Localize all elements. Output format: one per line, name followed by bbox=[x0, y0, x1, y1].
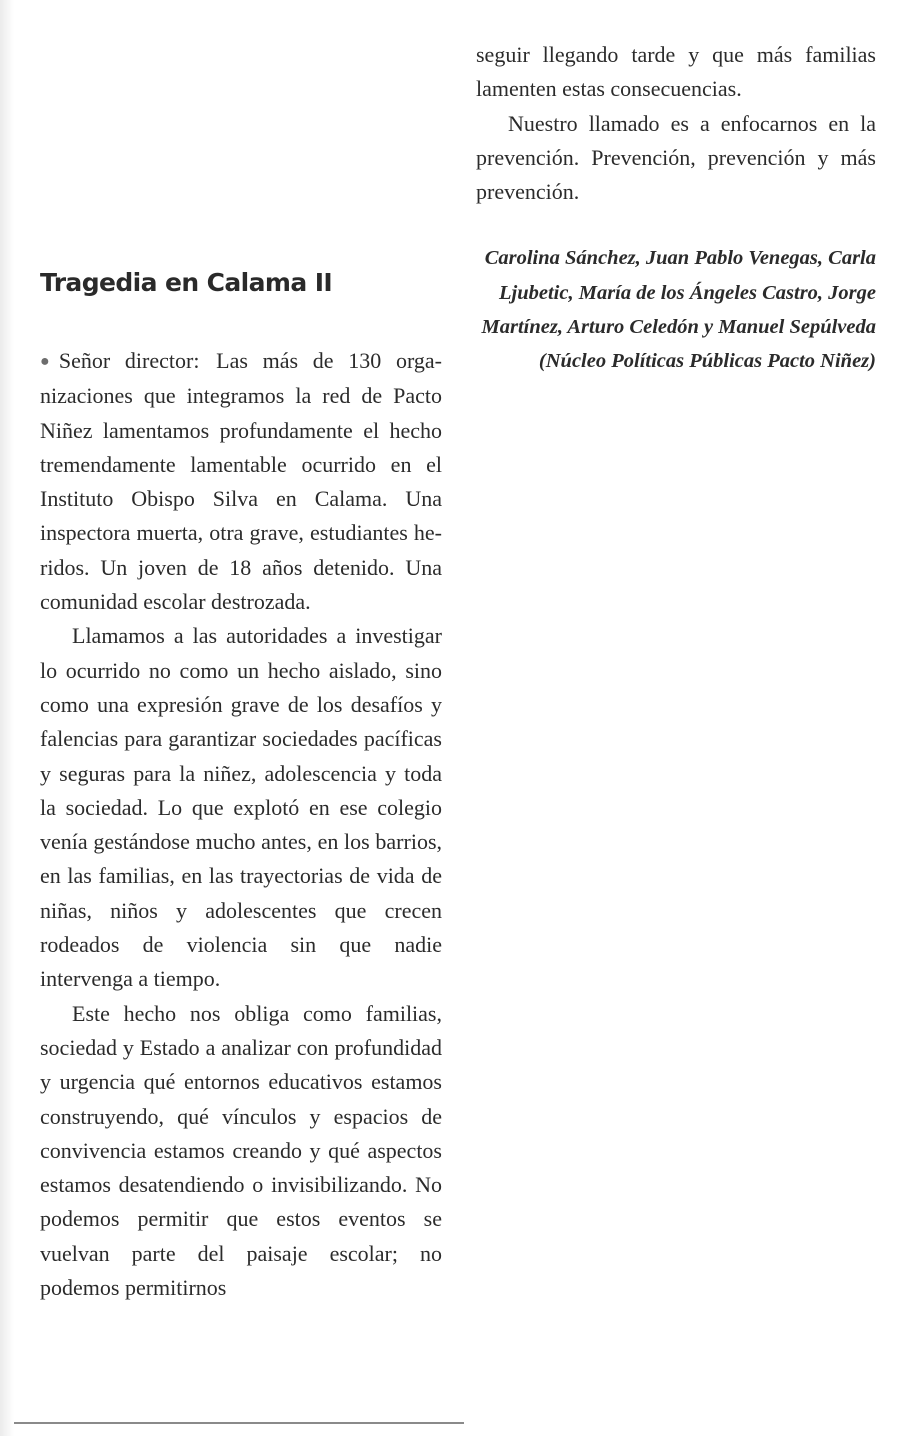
salutation: Señor director: bbox=[58, 348, 200, 373]
paragraph-1-text: Las más de 130 organizaciones que integramos la red de Pacto Niñez lamentamos profundamente el hecho tremendamente lamentable ocurrido en el Instituto Obispo Silva en Calama. Una inspectora muerta, otra grave, estudiantes heridos. Un joven de 18 años detenido. Una comunidad escolar destrozada. bbox=[40, 348, 442, 615]
paragraph-2: Llamamos a las autoridades a investigar lo ocurrido no como un hecho aislado, sino como una expresión grave de los desafíos y falencias para garantizar sociedades pacíficas y seguras para la niñez, adolescencia y toda la sociedad. Lo que explotó en ese colegio venía gestándose mucho antes, en los barrios, en las familias, en las trayectorias de vida de niñas, niños y adolescentes que crecen rodeados de violencia sin que nadie intervenga a tiempo. bbox=[40, 623, 442, 992]
right-column bbox=[476, 38, 876, 379]
paragraph-4: Nuestro llamado es a enfocarnos en la prevención. Prevención, prevención y más prevención. bbox=[476, 110, 876, 205]
paragraph-3-start: Este hecho nos obliga como familias, sociedad y Estado a analizar con profundidad y urgencia qué entornos educativos estamos construyendo, qué vínculos y espacios de convivencia estamos creando y qué aspectos estamos desatendiendo o invisibilizando. No podemos permitir que estos eventos se vuelvan parte del paisaje escolar; no podemos permitirnos bbox=[40, 1000, 442, 1301]
left-column bbox=[40, 264, 442, 1305]
paragraph-1 bbox=[40, 344, 442, 619]
page-edge-shadow bbox=[0, 0, 14, 1436]
bottom-divider bbox=[14, 1422, 464, 1424]
paragraph-3-end: seguir llegando tarde y que más familias lamenten estas consecuencias. bbox=[476, 42, 876, 102]
bullet-icon: ● bbox=[40, 353, 59, 370]
letter-headline: Tragedia en Calama II bbox=[40, 268, 333, 297]
letter-signature: Carolina Sánchez, Juan Pablo Venegas, Carla Ljubetic, María de los Ángeles Castro, Jorge Martínez, Arturo Celedón y Manuel Sepúlveda (Núcleo Políticas Públicas Pacto Niñez) bbox=[481, 247, 876, 373]
